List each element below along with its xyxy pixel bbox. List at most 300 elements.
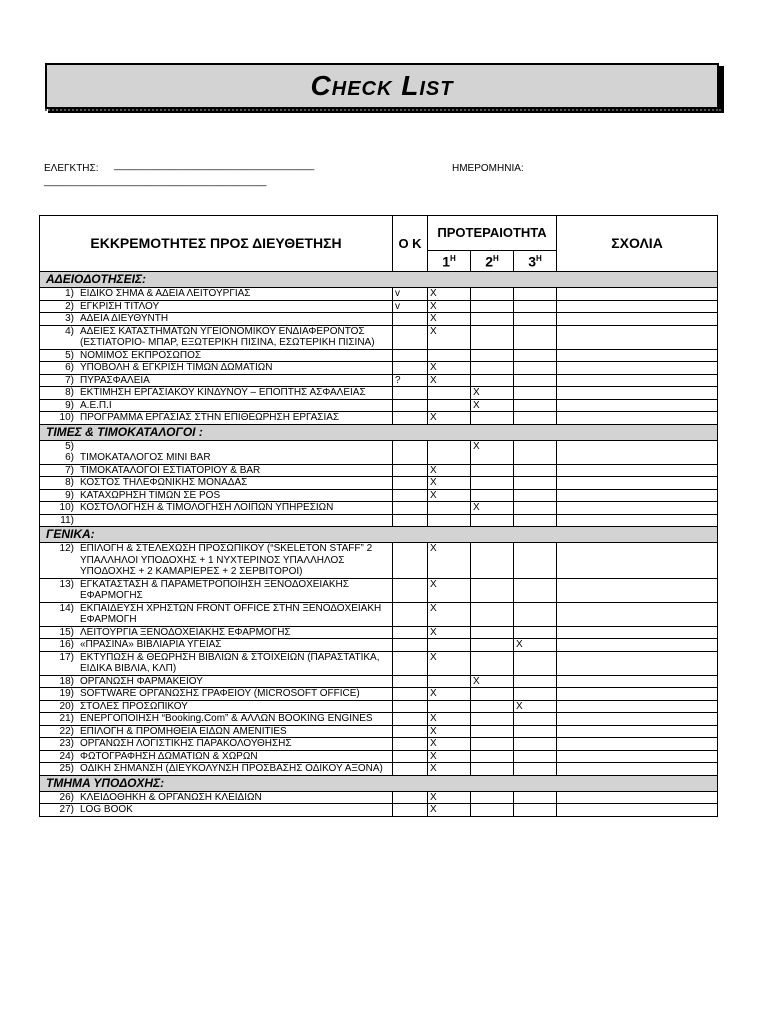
priority-2-cell[interactable]: [471, 738, 514, 751]
priority-1-cell[interactable]: X: [428, 688, 471, 701]
ok-cell[interactable]: [393, 578, 428, 602]
comments-cell[interactable]: [557, 700, 718, 713]
ok-cell[interactable]: [393, 399, 428, 412]
section-title: ΤΜΗΜΑ ΥΠΟΔΟΧΗΣ:: [40, 775, 718, 791]
item-text: ΟΔΙΚΗ ΣΗΜΑΝΣΗ (ΔΙΕΥΚΟΛΥΝΣΗ ΠΡΟΣΒΑΣΗΣ ΟΔΙΚΟΥ ΑΞΟΝΑ): [80, 763, 383, 774]
item-description: [40, 804, 393, 817]
table-row: [40, 738, 718, 751]
priority-1-cell[interactable]: X: [428, 750, 471, 763]
ok-cell[interactable]: [393, 362, 428, 375]
item-description: [40, 675, 393, 688]
item-text: ΣΤΟΛΕΣ ΠΡΟΣΩΠΙΚΟΥ: [80, 700, 188, 712]
table-row: [40, 464, 718, 477]
item-description: [40, 288, 393, 301]
item-description: [40, 602, 393, 626]
table-row: [40, 399, 718, 412]
item-text: ΕΠΙΛΟΓΗ & ΠΡΟΜΗΘΕΙΑ ΕΙΔΩΝ AMENITIES: [80, 725, 287, 737]
priority-2-cell[interactable]: [471, 763, 514, 776]
item-number: 10): [59, 502, 74, 513]
ok-cell[interactable]: [393, 412, 428, 425]
ok-cell[interactable]: ?: [393, 374, 428, 387]
table-row: [40, 602, 718, 626]
ok-cell[interactable]: [393, 639, 428, 652]
item-description: [40, 300, 393, 313]
priority-2-cell[interactable]: [471, 313, 514, 326]
item-text: ΕΚΠΑΙΔΕΥΣΗ ΧΡΗΣΤΩΝ FRONT OFFICE ΣΤΗΝ ΞΕΝΟΔΟΧΕΙΑΚΗ ΕΦΑΡΜΟΓΗ: [80, 602, 382, 625]
item-description: [40, 514, 393, 527]
priority-2-cell[interactable]: [471, 602, 514, 626]
priority-3-cell[interactable]: [514, 514, 557, 527]
item-number: 7): [65, 464, 74, 476]
priority-2-cell[interactable]: [471, 725, 514, 738]
item-number: 26): [59, 791, 74, 803]
priority-3-cell[interactable]: [514, 412, 557, 425]
priority-2-cell[interactable]: [471, 362, 514, 375]
item-number: 25): [59, 763, 74, 774]
table-row: [40, 502, 718, 515]
comments-cell[interactable]: [557, 725, 718, 738]
item-number: 17): [59, 651, 74, 663]
item-text: ΕΙΔΙΚΟ ΣΗΜΑ & ΑΔΕΙΑ ΛΕΙΤΟΥΡΓΙΑΣ: [80, 288, 251, 299]
item-description: [40, 489, 393, 502]
comments-cell[interactable]: [557, 387, 718, 400]
priority-2-cell[interactable]: [471, 578, 514, 602]
item-description: [40, 750, 393, 763]
priority-1-cell[interactable]: X: [428, 374, 471, 387]
comments-cell[interactable]: [557, 738, 718, 751]
comments-cell[interactable]: [557, 543, 718, 579]
item-text: [80, 515, 390, 527]
priority-1-cell[interactable]: X: [428, 791, 471, 804]
item-number: 8): [65, 387, 74, 398]
item-text: ΥΠΟΒΟΛΗ & ΕΓΚΡΙΣΗ ΤΙΜΩΝ ΔΩΜΑΤΙΩΝ: [80, 362, 273, 373]
ok-cell[interactable]: [393, 763, 428, 776]
table-row: [40, 804, 718, 817]
priority-1-cell[interactable]: X: [428, 477, 471, 490]
priority-1-cell[interactable]: [428, 514, 471, 527]
priority-3-cell[interactable]: [514, 750, 557, 763]
item-text: SOFTWARE ΟΡΓΑΝΩΣΗΣ ΓΡΑΦΕΙΟΥ (MICROSOFT OFFICE): [80, 688, 360, 699]
item-description: [40, 639, 393, 652]
table-row: [40, 639, 718, 652]
item-description: [40, 700, 393, 713]
item-description: [40, 791, 393, 804]
ok-cell[interactable]: [393, 700, 428, 713]
ok-cell[interactable]: [393, 387, 428, 400]
section-header-row: [40, 424, 718, 440]
table-row: [40, 626, 718, 639]
priority-1-cell[interactable]: X: [428, 543, 471, 579]
item-number: 20): [59, 700, 74, 712]
priority-3-cell[interactable]: [514, 626, 557, 639]
comments-cell[interactable]: [557, 374, 718, 387]
ok-header: Ο Κ: [393, 216, 428, 272]
item-text: ΦΩΤΟΓΡΑΦΗΣΗ ΔΩΜΑΤΙΩΝ & ΧΩΡΩΝ: [80, 750, 258, 762]
section-title: ΤΙΜΕΣ & ΤΙΜΟΚΑΤΑΛΟΓΟΙ :: [40, 424, 718, 440]
priority-header: ΠΡΟΤΕΡΑΙΟΤΗΤΑ: [428, 216, 557, 251]
ok-cell[interactable]: [393, 738, 428, 751]
comments-cell[interactable]: [557, 688, 718, 701]
priority-3-cell[interactable]: [514, 399, 557, 412]
ok-cell[interactable]: [393, 688, 428, 701]
table-row: [40, 489, 718, 502]
priority-3-cell[interactable]: [514, 300, 557, 313]
priority-2-cell[interactable]: [471, 464, 514, 477]
priority-3-cell[interactable]: [514, 489, 557, 502]
priority-3-cell[interactable]: [514, 464, 557, 477]
priority-1-cell[interactable]: X: [428, 489, 471, 502]
ok-cell[interactable]: [393, 502, 428, 515]
item-description: [40, 626, 393, 639]
section-header-row: [40, 527, 718, 543]
section-header-row: [40, 272, 718, 288]
priority-3-cell[interactable]: [514, 349, 557, 362]
comments-cell[interactable]: [557, 349, 718, 362]
item-number: 12): [59, 543, 74, 554]
priority-3-cell[interactable]: [514, 387, 557, 400]
priority-2-cell[interactable]: [471, 688, 514, 701]
item-description: [40, 440, 393, 464]
item-text: ΚΟΣΤΟΛΟΓΗΣΗ & ΤΙΜΟΛΟΓΗΣΗ ΛΟΙΠΩΝ ΥΠΗΡΕΣΙΩΝ: [80, 502, 334, 513]
comments-cell[interactable]: [557, 440, 718, 464]
item-number: 4): [65, 325, 74, 337]
table-row: [40, 713, 718, 726]
priority-1-cell[interactable]: X: [428, 763, 471, 776]
priority-3-cell[interactable]: X: [514, 639, 557, 652]
title-banner: [45, 63, 719, 109]
priority-2-cell[interactable]: [471, 639, 514, 652]
item-text: ΕΓΚΡΙΣΗ ΤΙΤΛΟΥ: [80, 300, 160, 312]
priority-3-cell[interactable]: [514, 578, 557, 602]
priority-2-cell[interactable]: X: [471, 399, 514, 412]
comments-cell[interactable]: [557, 626, 718, 639]
item-number: 27): [59, 804, 74, 815]
item-number: 15): [59, 626, 74, 638]
ok-cell[interactable]: [393, 602, 428, 626]
priority-2-cell[interactable]: [471, 750, 514, 763]
item-text: ΑΔΕΙΑ ΔΙΕΥΘΥΝΤΗ: [80, 313, 169, 324]
item-description: [40, 688, 393, 701]
ok-cell[interactable]: [393, 725, 428, 738]
ok-cell[interactable]: [393, 750, 428, 763]
item-number: 1): [65, 288, 74, 299]
date-label: ΗΜΕΡΟΜΗΝΙΑ:: [452, 163, 524, 174]
table-row: [40, 514, 718, 527]
table-row: [40, 362, 718, 375]
item-number: 2): [65, 300, 74, 312]
priority-2-cell[interactable]: X: [471, 502, 514, 515]
item-text: ΟΡΓΑΝΩΣΗ ΦΑΡΜΑΚΕΙΟΥ: [80, 675, 203, 687]
comments-cell[interactable]: [557, 713, 718, 726]
priority-2-cell[interactable]: [471, 713, 514, 726]
priority-1-cell[interactable]: [428, 440, 471, 464]
priority-1-cell[interactable]: X: [428, 738, 471, 751]
table-row: [40, 725, 718, 738]
item-text: «ΠΡΑΣΙΝΑ» ΒΙΒΛΙΑΡΙΑ ΥΓΕΙΑΣ: [80, 639, 222, 650]
priority-2-cell[interactable]: [471, 325, 514, 349]
table-row: [40, 688, 718, 701]
table-row: [40, 412, 718, 425]
priority-2-cell[interactable]: X: [471, 440, 514, 464]
priority-1-cell[interactable]: X: [428, 602, 471, 626]
comments-cell[interactable]: [557, 502, 718, 515]
priority-3-cell[interactable]: [514, 791, 557, 804]
priority-1-cell[interactable]: [428, 639, 471, 652]
priority-3-cell[interactable]: [514, 804, 557, 817]
priority-1-cell[interactable]: X: [428, 626, 471, 639]
priority-1-cell[interactable]: X: [428, 412, 471, 425]
priority-2-cell[interactable]: [471, 514, 514, 527]
priority-2-cell[interactable]: [471, 349, 514, 362]
priority-1-cell[interactable]: X: [428, 578, 471, 602]
ok-cell[interactable]: [393, 514, 428, 527]
item-description: [40, 725, 393, 738]
priority-1-cell[interactable]: [428, 399, 471, 412]
ok-cell[interactable]: [393, 325, 428, 349]
item-text: ΕΝΕΡΓΟΠΟΙΗΣΗ “Booking.Com” & ΑΛΛΩΝ BOOKING ENGINES: [80, 713, 373, 724]
priority-1-cell[interactable]: [428, 675, 471, 688]
table-row: [40, 349, 718, 362]
priority-2-cell[interactable]: [471, 412, 514, 425]
priority-2-cell[interactable]: [471, 651, 514, 675]
comments-cell[interactable]: [557, 477, 718, 490]
table-row: [40, 288, 718, 301]
priority-1-header: $1^H$: [428, 251, 471, 272]
table-row: [40, 477, 718, 490]
comments-cell[interactable]: [557, 514, 718, 527]
table-row: [40, 791, 718, 804]
table-row: [40, 763, 718, 776]
title-dotted-rule: [45, 109, 721, 111]
comments-cell[interactable]: [557, 791, 718, 804]
item-number: 18): [59, 675, 74, 687]
priority-3-cell[interactable]: [514, 602, 557, 626]
priority-1-cell[interactable]: X: [428, 713, 471, 726]
item-number: 14): [59, 602, 74, 614]
comments-cell[interactable]: [557, 325, 718, 349]
ok-cell[interactable]: [393, 543, 428, 579]
table-row: [40, 750, 718, 763]
comments-cell[interactable]: [557, 412, 718, 425]
table-row: [40, 651, 718, 675]
item-text: ΕΚΤΙΜΗΣΗ ΕΡΓΑΣΙΑΚΟΥ ΚΙΝΔΥΝΟΥ – ΕΠΟΠΤΗΣ ΑΣΦΑΛΕΙΑΣ: [80, 387, 366, 398]
section-header-row: [40, 775, 718, 791]
item-description: [40, 313, 393, 326]
item-text: ΑΔΕΙΕΣ ΚΑΤΑΣΤΗΜΑΤΩΝ ΥΓΕΙΟΝΟΜΙΚΟΥ ΕΝΔΙΑΦΕΡΟΝΤΟΣ (ΕΣΤΙΑΤΟΡΙΟ- ΜΠΑΡ, ΕΞΩΤΕΡΙΚΗ ΠΙΣΙΝΑ, ΕΣΩΤΕΡΙΚΗ ΠΙΣΙΝΑ): [80, 325, 375, 348]
priority-3-cell[interactable]: [514, 440, 557, 464]
ok-cell[interactable]: [393, 804, 428, 817]
ok-cell[interactable]: [393, 313, 428, 326]
item-description: [40, 387, 393, 400]
table-row: [40, 440, 718, 464]
checklist-table: [39, 215, 718, 817]
comments-cell[interactable]: [557, 763, 718, 776]
priority-2-cell[interactable]: [471, 374, 514, 387]
ok-cell[interactable]: v: [393, 300, 428, 313]
item-number: 24): [59, 750, 74, 762]
item-number: 10): [59, 412, 74, 423]
item-text: ΚΟΣΤΟΣ ΤΗΛΕΦΩΝΙΚΗΣ ΜΟΝΑΔΑΣ: [80, 477, 248, 488]
item-description: [40, 412, 393, 425]
priority-2-cell[interactable]: X: [471, 387, 514, 400]
comments-cell[interactable]: [557, 578, 718, 602]
priority-3-cell[interactable]: [514, 725, 557, 738]
priority-3-cell[interactable]: [514, 325, 557, 349]
priority-2-cell[interactable]: [471, 700, 514, 713]
priority-3-cell[interactable]: [514, 362, 557, 375]
item-description: [40, 738, 393, 751]
priority-3-cell[interactable]: [514, 374, 557, 387]
priority-1-cell[interactable]: X: [428, 325, 471, 349]
ok-cell[interactable]: [393, 440, 428, 464]
table-row: [40, 578, 718, 602]
item-number: 21): [59, 713, 74, 724]
comments-cell[interactable]: [557, 288, 718, 301]
page-title: Check List: [310, 70, 454, 101]
priority-2-cell[interactable]: [471, 626, 514, 639]
item-text: ΟΡΓΑΝΩΣΗ ΛΟΓΙΣΤΙΚΗΣ ΠΑΡΑΚΟΛΟΥΘΗΣΗΣ: [80, 738, 292, 749]
item-text: Α.Ε.Π.Ι: [80, 399, 112, 411]
priority-1-cell[interactable]: X: [428, 804, 471, 817]
comments-cell[interactable]: [557, 489, 718, 502]
item-number: 5): [65, 349, 74, 361]
priority-2-cell[interactable]: [471, 300, 514, 313]
ok-cell[interactable]: [393, 349, 428, 362]
comments-cell[interactable]: [557, 804, 718, 817]
comments-header: ΣΧΟΛΙΑ: [557, 216, 718, 272]
priority-1-cell[interactable]: X: [428, 300, 471, 313]
priority-3-cell[interactable]: X: [514, 700, 557, 713]
item-number: 6): [65, 452, 74, 463]
date-field[interactable]: ________________________________________: [44, 176, 267, 187]
priority-3-cell[interactable]: [514, 738, 557, 751]
priority-1-cell[interactable]: X: [428, 725, 471, 738]
priority-1-cell[interactable]: [428, 700, 471, 713]
item-number: 9): [65, 489, 74, 501]
priority-1-cell[interactable]: X: [428, 362, 471, 375]
item-text: LOG BOOK: [80, 804, 133, 815]
item-number: 5): [65, 440, 74, 452]
item-number: 23): [59, 738, 74, 749]
ok-cell[interactable]: v: [393, 288, 428, 301]
item-description: [40, 543, 393, 579]
ok-cell[interactable]: [393, 651, 428, 675]
priority-2-cell[interactable]: X: [471, 675, 514, 688]
item-text: ΤΙΜΟΚΑΤΑΛΟΓΟΣ MINI BAR: [80, 452, 211, 463]
item-number: 6): [65, 362, 74, 373]
comments-cell[interactable]: [557, 313, 718, 326]
table-row: [40, 300, 718, 313]
item-text: ΤΙΜΟΚΑΤΑΛΟΓΟΙ ΕΣΤΙΑΤΟΡΙΟΥ & BAR: [80, 464, 261, 476]
item-description: [40, 374, 393, 387]
section-title: ΓΕΝΙΚΑ:: [40, 527, 718, 543]
table-row: [40, 700, 718, 713]
comments-cell[interactable]: [557, 651, 718, 675]
comments-cell[interactable]: [557, 300, 718, 313]
ok-cell[interactable]: [393, 477, 428, 490]
item-text: ΕΚΤΥΠΩΣΗ & ΘΕΩΡΗΣΗ ΒΙΒΛΙΩΝ & ΣΤΟΙΧΕΙΩΝ (ΠΑΡΑΣΤΑΤΙΚΑ, ΕΙΔΙΚΑ ΒΙΒΛΙΑ, ΚΛΠ): [80, 651, 380, 674]
item-text: ΚΛΕΙΔΟΘΗΚΗ & ΟΡΓΑΝΩΣΗ ΚΛΕΙΔΙΩΝ: [80, 791, 262, 803]
ok-cell[interactable]: [393, 713, 428, 726]
comments-cell[interactable]: [557, 675, 718, 688]
item-description: [40, 502, 393, 515]
priority-2-cell[interactable]: [471, 543, 514, 579]
comments-cell[interactable]: [557, 464, 718, 477]
priority-3-cell[interactable]: [514, 675, 557, 688]
table-row: [40, 675, 718, 688]
item-description: [40, 578, 393, 602]
comments-cell[interactable]: [557, 399, 718, 412]
priority-2-cell[interactable]: [471, 791, 514, 804]
comments-cell[interactable]: [557, 639, 718, 652]
priority-1-cell[interactable]: X: [428, 464, 471, 477]
priority-2-cell[interactable]: [471, 489, 514, 502]
item-description: [40, 477, 393, 490]
item-number: 9): [65, 399, 74, 411]
item-number: 22): [59, 725, 74, 737]
inspector-label: ΕΛΕΓΚΤΗΣ:: [44, 163, 99, 174]
priority-1-cell[interactable]: [428, 349, 471, 362]
ok-cell[interactable]: [393, 791, 428, 804]
priority-1-cell[interactable]: X: [428, 288, 471, 301]
item-text: ΠΥΡΑΣΦΑΛΕΙΑ: [80, 374, 150, 386]
ok-cell[interactable]: [393, 675, 428, 688]
priority-3-cell[interactable]: [514, 313, 557, 326]
item-number: 8): [65, 477, 74, 488]
priority-3-cell[interactable]: [514, 651, 557, 675]
table-row: [40, 374, 718, 387]
priority-3-cell[interactable]: [514, 543, 557, 579]
item-number: 16): [59, 639, 74, 650]
priority-2-cell[interactable]: [471, 804, 514, 817]
section-title: ΑΔΕΙΟΔΟΤΗΣΕΙΣ:: [40, 272, 718, 288]
ok-cell[interactable]: [393, 626, 428, 639]
priority-3-cell[interactable]: [514, 763, 557, 776]
priority-3-cell[interactable]: [514, 688, 557, 701]
item-description: [40, 651, 393, 675]
comments-cell[interactable]: [557, 362, 718, 375]
priority-1-cell[interactable]: X: [428, 313, 471, 326]
inspector-field[interactable]: ____________________________________: [114, 160, 315, 171]
priority-3-cell[interactable]: [514, 288, 557, 301]
comments-cell[interactable]: [557, 602, 718, 626]
item-description: [40, 464, 393, 477]
item-description: [40, 362, 393, 375]
item-description: [40, 713, 393, 726]
item-number: 7): [65, 374, 74, 386]
ok-cell[interactable]: [393, 489, 428, 502]
item-number: 13): [59, 578, 74, 590]
item-number: 19): [59, 688, 74, 699]
priority-1-cell[interactable]: X: [428, 651, 471, 675]
item-description: [40, 763, 393, 776]
comments-cell[interactable]: [557, 750, 718, 763]
ok-cell[interactable]: [393, 464, 428, 477]
priority-1-cell[interactable]: [428, 502, 471, 515]
item-text: ΕΠΙΛΟΓΗ & ΣΤΕΛΕΧΩΣΗ ΠΡΟΣΩΠΙΚΟΥ (“SKELETON STAFF” 2 ΥΠΑΛΛΗΛΟΙ ΥΠΟΔΟΧΗΣ + 1 ΝΥΧΤΕΡΙΝΟΣ ΥΠΑΛΛΗΛΟΣ ΥΠΟΔΟΧΗΣ + 2 ΚΑΜΑΡΙΕΡΕΣ + 2 ΣΕΡΒΙΤΟΡΟΙ): [80, 543, 373, 577]
table-row: [40, 325, 718, 349]
priority-2-header: $2^H$: [471, 251, 514, 272]
pending-header: ΕΚΚΡΕΜΟΤΗΤΕΣ ΠΡΟΣ ΔΙΕΥΘΕΤΗΣΗ: [40, 216, 393, 272]
priority-1-cell[interactable]: [428, 387, 471, 400]
table-row: [40, 387, 718, 400]
priority-3-cell[interactable]: [514, 477, 557, 490]
priority-3-cell[interactable]: [514, 502, 557, 515]
priority-2-cell[interactable]: [471, 477, 514, 490]
priority-2-cell[interactable]: [471, 288, 514, 301]
priority-3-cell[interactable]: [514, 713, 557, 726]
item-text: ΕΓΚΑΤΑΣΤΑΣΗ & ΠΑΡΑΜΕΤΡΟΠΟΙΗΣΗ ΞΕΝΟΔΟΧΕΙΑΚΗΣ ΕΦΑΡΜΟΓΗΣ: [80, 578, 349, 601]
